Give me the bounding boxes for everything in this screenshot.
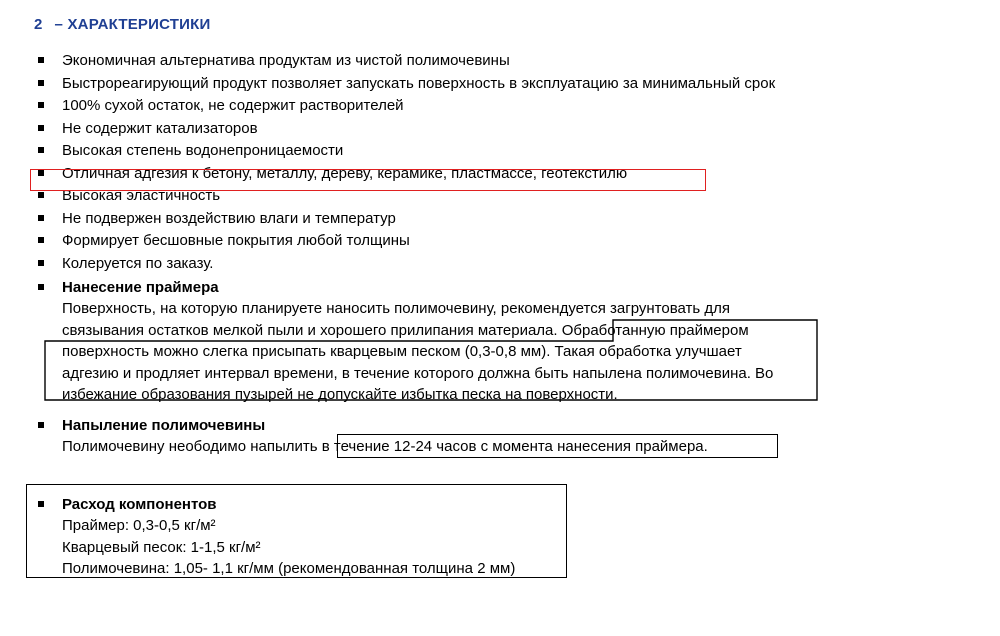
body-line: избежание образования пузырей не допускайте избытка песка на поверхности. bbox=[62, 386, 618, 403]
bullet-square-icon bbox=[38, 237, 44, 243]
body-line: Праймер: 0,3-0,5 кг/м² bbox=[62, 517, 216, 534]
bullet-square-icon bbox=[38, 80, 44, 86]
list-item-label: 100% сухой остаток, не содержит растворителей bbox=[62, 97, 404, 114]
list-item-label: Колеруется по заказу. bbox=[62, 254, 214, 272]
list-item bbox=[36, 95, 936, 117]
list-item bbox=[36, 208, 936, 230]
list-item-label: Быстрореагирующий продукт позволяет запускать поверхность в эксплуатацию за минимальный срок bbox=[62, 74, 776, 92]
section-body bbox=[36, 298, 936, 406]
body-line: связывания остатков мелкой пыли и хорошего прилипания материала. Обработанную праймером bbox=[62, 321, 749, 339]
list-item bbox=[36, 230, 936, 252]
black-highlight-box-timing bbox=[337, 434, 778, 458]
bullet-square-icon bbox=[38, 192, 44, 198]
section-title-label: Нанесение праймера bbox=[62, 279, 219, 296]
list-item bbox=[36, 253, 936, 275]
list-item-label: Не содержит катализаторов bbox=[62, 119, 258, 137]
list-item-label: Экономичная альтернатива продуктам из чистой полимочевины bbox=[62, 52, 510, 69]
bullet-square-icon bbox=[38, 284, 44, 290]
body-line: Кварцевый песок: 1-1,5 кг/м² bbox=[62, 538, 261, 556]
section-primer bbox=[36, 277, 936, 406]
bullet-square-icon bbox=[38, 215, 44, 221]
body-line: Полимочевина: 1,05- 1,1 кг/мм (рекомендованная толщина 2 мм) bbox=[62, 560, 516, 577]
bullet-square-icon bbox=[38, 260, 44, 266]
heading-title: – ХАРАКТЕРИСТИКИ bbox=[54, 16, 211, 33]
red-highlight-box bbox=[30, 169, 706, 191]
bullet-square-icon bbox=[38, 102, 44, 108]
heading-number: 2 bbox=[34, 16, 43, 33]
bullet-square-icon bbox=[38, 501, 44, 507]
body-line: адгезию и продляет интервал времени, в течение которого должна быть напылена полимочевина. Во bbox=[62, 364, 774, 382]
body-line: поверхность можно слегка присыпать кварцевым песком (0,3-0,8 мм). Такая обработка улучшает bbox=[62, 343, 742, 360]
section-title-label: Напыление полимочевины bbox=[62, 417, 266, 434]
list-item-label: Отличная адгезия к бетону, металлу, дереву, керамике, пластмассе, геотекстилю bbox=[62, 164, 628, 182]
list-item bbox=[36, 140, 936, 162]
list-item-label: Не подвержен воздействию влаги и температур bbox=[62, 209, 396, 227]
list-item bbox=[36, 73, 936, 95]
section-title bbox=[36, 415, 936, 436]
section-title-label: Расход компонентов bbox=[62, 496, 217, 513]
list-item-label: Высокая эластичность bbox=[62, 187, 221, 204]
bullet-square-icon bbox=[38, 422, 44, 428]
body-line: Поверхность, на которую планируете наносить полимочевину, рекомендуется загрунтовать для bbox=[62, 300, 730, 317]
list-item-label: Высокая степень водонепроницаемости bbox=[62, 142, 344, 159]
list-item-label: Формирует бесшовные покрытия любой толщины bbox=[62, 232, 410, 249]
list-item bbox=[36, 118, 936, 140]
section-body bbox=[36, 515, 936, 580]
bullet-square-icon bbox=[38, 147, 44, 153]
section-consumption bbox=[36, 494, 936, 580]
body-line: Полимочевину неободимо напылить в течение 12-24 часов с момента нанесения праймера. bbox=[62, 438, 708, 455]
section-title bbox=[36, 277, 936, 298]
bullet-square-icon bbox=[38, 57, 44, 63]
bullet-square-icon bbox=[38, 125, 44, 131]
list-item bbox=[36, 50, 936, 72]
features-list bbox=[36, 50, 936, 275]
page-heading bbox=[34, 16, 210, 33]
section-title bbox=[36, 494, 936, 515]
